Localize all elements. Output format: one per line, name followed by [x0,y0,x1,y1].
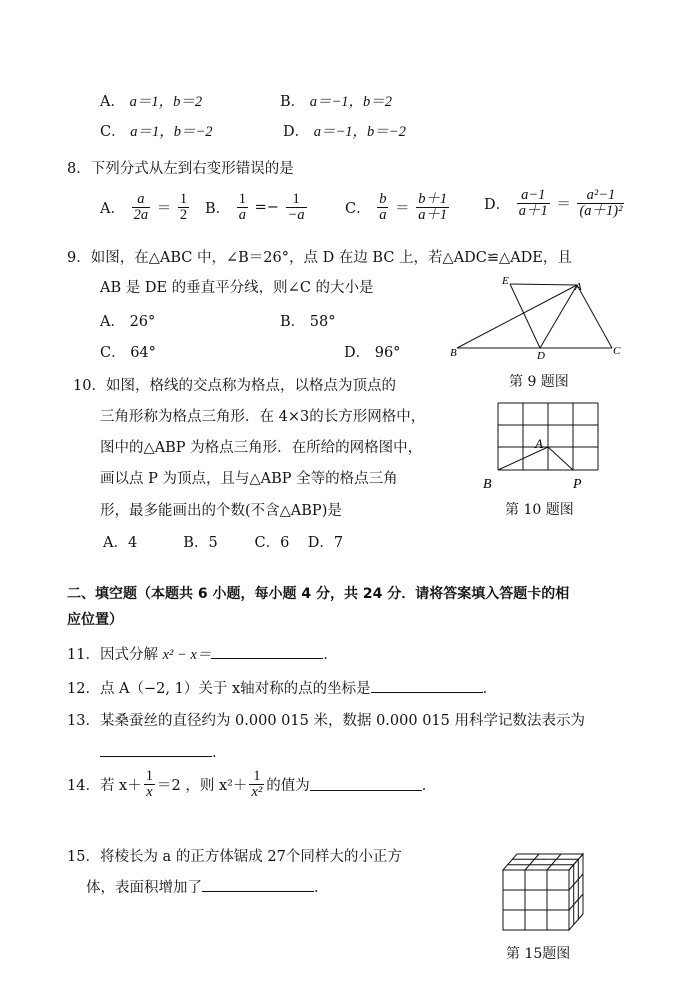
point-label-a: A [535,436,543,451]
q7-option-d-text: a＝−1，b＝−2 [313,124,406,140]
denominator: −a [287,207,305,223]
denominator: x² [251,784,263,800]
q8-option-d-label: D． [484,197,511,213]
q12 [67,677,497,698]
q10-options: A．4 B．5 C．6 D．7 [103,535,344,551]
denominator: x [146,784,153,800]
fraction [132,192,151,223]
q13-answer-blank[interactable] [100,744,212,757]
q7-option-b [280,90,392,111]
q12-answer-blank[interactable] [371,680,483,693]
denominator: a [238,207,247,223]
segment-ac [577,285,612,348]
q8-option-c: C． $\frac{b}{a}$ ＝ $\frac{b+1}{a+1}$ [345,191,448,223]
q7-option-c-text: a＝1，b＝−2 [130,124,213,140]
q13-line-1: 13．某桑蚕丝的直径约为 0.000 015 米，数据 0.000 015 用科学记数法表示为 [67,713,585,729]
denominator: (a＋1)² [579,203,623,219]
q14-prefix: 14．若 x＋ [67,778,142,794]
q11 [67,643,338,664]
q10-grid-figure [478,396,608,496]
q7-option-a [100,90,202,111]
denominator: a＋1 [518,203,548,219]
fraction [577,188,624,219]
denominator: a＋1 [418,207,448,223]
q9-line-1: 9．如图，在△ABC 中，∠B＝26°，点 D 在边 BC 上，若△ADC≌△ADE，且 [67,250,572,266]
q9-option-d: D． 96° [344,345,401,361]
q9-option-a: A． 26° [100,314,156,330]
numerator: a−1 [517,188,550,204]
segment-ea [510,284,577,285]
q11-suffix: ． [323,647,338,663]
q8-option-a: A． $\frac{a}{2a}$ ＝ $\frac{1}{2}$ [100,191,188,223]
q9-option-b: B． 58° [280,314,336,330]
denominator: a [379,207,387,223]
q12-prefix: 12．点 A（−2, 1）关于 x轴对称的点的坐标是 [67,681,371,697]
q7-option-d-label: D． [283,124,310,140]
numerator: 1 [145,768,153,784]
q13-answer-line [100,741,227,762]
q11-expression: x² − x＝ [162,647,212,663]
q15-suffix: ． [314,880,329,896]
q15-line-2-text: 体，表面积增加了 [86,880,202,896]
q10-figure-caption: 第 10 题图 [505,502,574,518]
cube-grid-line [569,874,583,890]
q13-suffix: ． [212,745,227,761]
q7-option-b-text: a＝−1，b＝2 [309,94,393,110]
cube-grid-line [547,854,561,870]
q10-line-5: 形，最多能画出的个数(不含△ABP)是 [100,503,342,519]
q7-option-d [283,120,406,141]
q11-answer-blank[interactable] [211,646,323,659]
q7-option-c [100,120,213,141]
numerator: b＋1 [418,191,448,207]
point-label-a: A [575,281,582,293]
numerator: 1 [286,192,307,208]
section-2-heading-line-1: 二、填空题（本题共 6 小题，每小题 4 分，共 24 分．请将答案填入答题卡的相 [67,586,570,602]
point-label-d: D [537,350,545,362]
q9-option-c: C． 64° [100,345,156,361]
q15-cube-figure [495,848,590,933]
denominator: 2a [133,207,149,223]
q14-answer-blank[interactable] [310,778,422,791]
section-2-heading-line-2: 应位置） [67,612,123,628]
fraction [249,769,264,800]
q8-option-d: D． $\frac{a-1}{a+1}$ ＝ $\frac{\text{a²−1}}{\text{(a＋1)²}}$ [484,187,623,219]
q12-suffix: ． [482,681,498,697]
q7-option-c-label: C． [100,124,126,140]
denominator: 2 [179,207,188,223]
q9-line-2: AB 是 DE 的垂直平分线，则∠C 的大小是 [100,280,374,296]
numerator: 1 [238,191,247,207]
q10-line-1: 10．如图，格线的交点称为格点，以格点为顶点的 [73,378,396,394]
numerator: b [379,191,387,207]
q14-tail: 的值为 [266,778,310,794]
fraction [178,192,189,223]
numerator: a²−1 [577,188,624,204]
numerator: 1 [179,191,188,207]
numerator: a [132,192,151,208]
q9-triangle-figure [445,270,635,365]
q14-suffix: ． [421,778,437,794]
point-label-b: B [483,477,492,492]
fraction [237,192,248,223]
equals-minus: =− [254,199,279,216]
q8-option-b-label: B． [205,201,231,217]
q7-option-a-text: a＝1，b＝2 [129,94,203,110]
point-label-p: P [573,477,582,492]
segment-ap [548,447,573,470]
q8-option-a-label: A． [100,201,125,217]
point-label-c: C [613,345,621,357]
q10-line-4: 画以点 P 为顶点，且与△ABP 全等的格点三角 [100,471,398,487]
segment-ed [510,284,540,348]
fraction [517,188,550,219]
q7-option-b-label: B． [280,94,306,110]
q15-line-1: 15．将棱长为 a 的正方体锯成 27个同样大的小正方 [67,849,402,865]
fraction [144,769,155,800]
cube-right-face [569,854,583,930]
cube-grid-line [525,854,539,870]
q8-option-c-label: C． [345,201,371,217]
numerator: 1 [249,769,264,785]
q9-figure-caption: 第 9 题图 [509,374,569,390]
q11-prefix: 11．因式分解 [67,647,163,663]
cube-front-face [503,870,569,930]
q10-line-3: 图中的△ABP 为格点三角形．在所给的网格图中， [100,440,423,456]
fraction [377,192,388,223]
fraction [286,192,307,223]
q15-figure-caption: 第 15题图 [506,946,571,962]
fraction [416,192,449,223]
point-label-b: B [450,347,457,359]
q8-stem: 8．下列分式从左到右变形错误的是 [67,161,294,177]
q7-option-a-label: A． [100,94,125,110]
q8-option-b [205,192,309,223]
q10-line-2: 三角形称为格点三角形．在 4×3的长方形网格中， [100,409,426,425]
point-label-e: E [502,275,509,287]
q15-answer-blank[interactable] [202,879,314,892]
q14-middle: ＝2 ，则 x²＋ [157,778,248,794]
q15-line-2 [86,876,329,897]
cube-grid-line [569,894,583,910]
q14 [67,769,436,800]
